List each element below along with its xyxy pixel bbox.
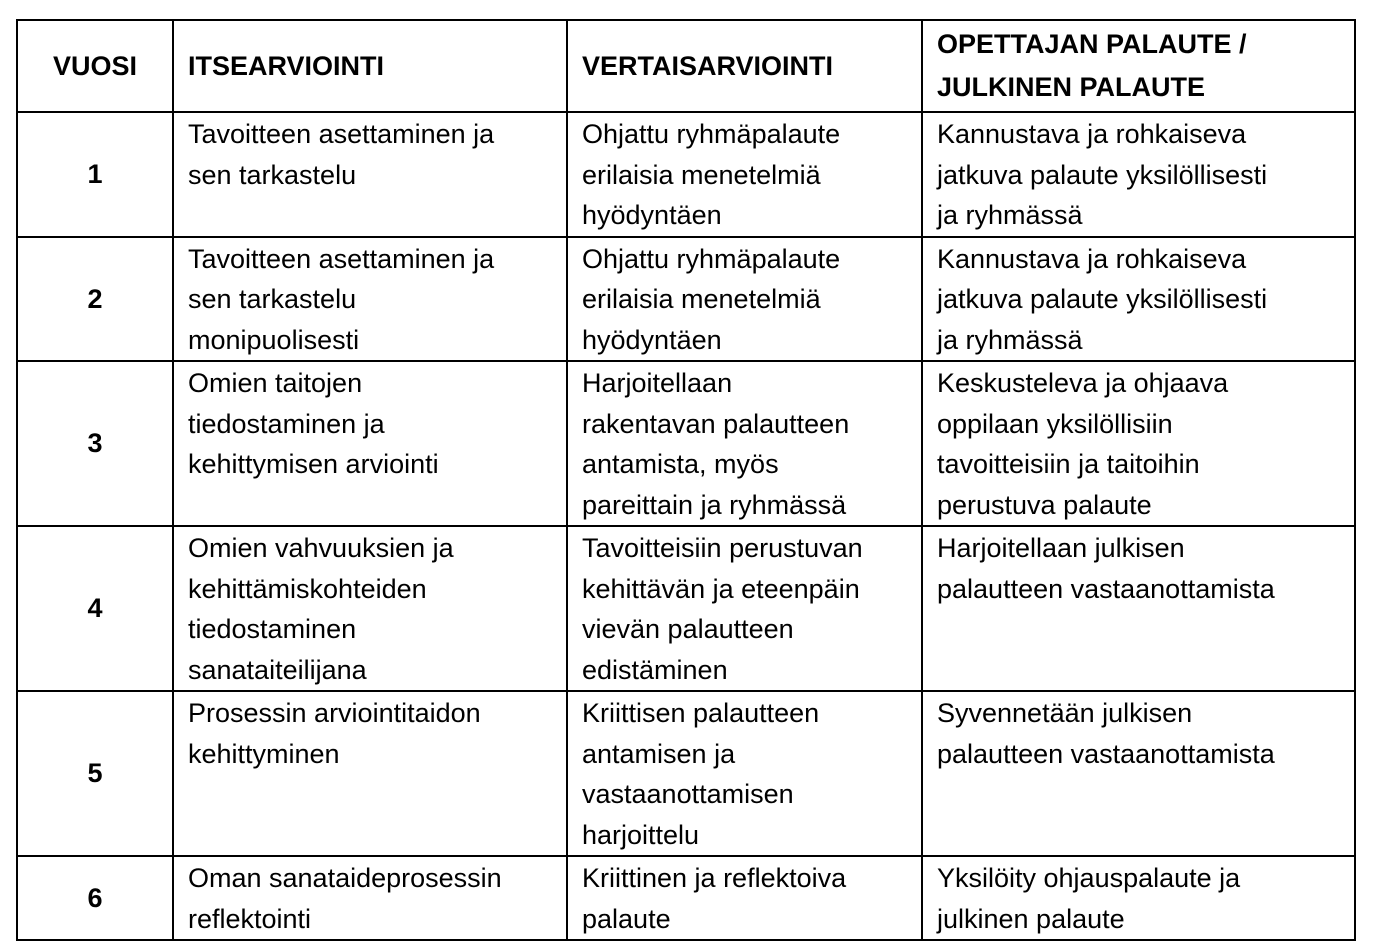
year-cell: 3 [17, 361, 173, 526]
cell-line: monipuolisesti [188, 324, 360, 355]
cell-line: Ohjattu ryhmäpalaute [582, 119, 841, 149]
cell-line: vastaanottamisen [582, 779, 794, 809]
header-line: ITSEARVIOINTI [188, 50, 385, 81]
cell-line: julkinen palaute [937, 903, 1125, 934]
peer-assessment-cell [567, 691, 922, 856]
cell-line: Kannustava ja rohkaiseva [937, 119, 1247, 149]
header-teacher-feedback [922, 20, 1355, 112]
cell-line: ja ryhmässä [937, 324, 1083, 355]
cell-line: jatkuva palaute yksilöllisesti [937, 159, 1268, 190]
cell-line: sen tarkastelu [188, 284, 357, 314]
teacher-feedback-cell [922, 237, 1355, 362]
cell-line: reflektointi [188, 903, 312, 934]
cell-line: palautteen vastaanottamista [937, 738, 1275, 769]
cell-line: Omien taitojen [188, 368, 363, 398]
self-assessment-cell [173, 237, 567, 362]
cell-line: vievän palautteen [582, 614, 794, 644]
self-assessment-cell [173, 526, 567, 691]
header-self-assessment [173, 20, 567, 112]
cell-line: Oman sanataideprosessin [188, 863, 502, 893]
cell-line: kehittävän ja eteenpäin [582, 573, 860, 604]
cell-line: antamista, myös [582, 449, 779, 479]
cell-line: tavoitteisiin ja taitoihin [937, 449, 1200, 479]
cell-line: Keskusteleva ja ohjaava [937, 368, 1229, 398]
teacher-feedback-cell [922, 112, 1355, 237]
cell-line: perustuva palaute [937, 489, 1152, 520]
self-assessment-cell [173, 112, 567, 237]
table-row [17, 361, 1355, 526]
header-row [17, 20, 1355, 112]
cell-line: Harjoitellaan [582, 368, 733, 398]
year-cell: 6 [17, 856, 173, 940]
peer-assessment-cell [567, 856, 922, 940]
table-row [17, 856, 1355, 940]
cell-line: Tavoitteisiin perustuvan [582, 533, 863, 563]
cell-line: hyödyntäen [582, 200, 722, 230]
teacher-feedback-cell [922, 361, 1355, 526]
peer-assessment-cell [567, 361, 922, 526]
header-year [17, 20, 173, 112]
year-cell: 1 [17, 112, 173, 237]
cell-line: kehittyminen [188, 738, 340, 769]
cell-line: erilaisia menetelmiä [582, 159, 821, 190]
cell-line: Kriittisen palautteen [582, 698, 820, 728]
cell-line: sanataiteilijana [188, 654, 367, 685]
peer-assessment-cell [567, 112, 922, 237]
self-assessment-cell [173, 691, 567, 856]
year-cell: 4 [17, 526, 173, 691]
year-cell: 5 [17, 691, 173, 856]
cell-line: kehittämiskohteiden [188, 573, 427, 604]
self-assessment-cell [173, 361, 567, 526]
cell-line: hyödyntäen [582, 324, 722, 355]
table-row [17, 526, 1355, 691]
cell-line: jatkuva palaute yksilöllisesti [937, 284, 1268, 314]
peer-assessment-cell [567, 237, 922, 362]
cell-line: Prosessin arviointitaidon [188, 698, 481, 728]
cell-line: harjoittelu [582, 819, 700, 850]
table-row [17, 112, 1355, 237]
cell-line: Kriittinen ja reflektoiva [582, 863, 847, 893]
header-line: VERTAISARVIOINTI [582, 50, 834, 81]
teacher-feedback-cell [922, 691, 1355, 856]
cell-line: tiedostaminen [188, 614, 357, 644]
self-assessment-cell [173, 856, 567, 940]
assessment-table [16, 19, 1356, 941]
cell-line: erilaisia menetelmiä [582, 284, 821, 314]
cell-line: ja ryhmässä [937, 200, 1083, 230]
cell-line: Omien vahvuuksien ja [188, 533, 454, 563]
cell-line: palaute [582, 903, 671, 934]
cell-line: pareittain ja ryhmässä [582, 489, 847, 520]
header-peer-assessment [567, 20, 922, 112]
cell-line: Harjoitellaan julkisen [937, 533, 1185, 563]
cell-line: rakentavan palautteen [582, 408, 850, 439]
cell-line: tiedostaminen ja [188, 408, 385, 439]
teacher-feedback-cell [922, 526, 1355, 691]
peer-assessment-cell [567, 526, 922, 691]
table-row [17, 237, 1355, 362]
cell-line: sen tarkastelu [188, 159, 357, 190]
cell-line: Ohjattu ryhmäpalaute [582, 243, 841, 274]
teacher-feedback-cell [922, 856, 1355, 940]
year-cell: 2 [17, 237, 173, 362]
cell-line: Tavoitteen asettaminen ja [188, 119, 495, 149]
header-line: OPETTAJAN PALAUTE / [937, 29, 1247, 59]
header-line: VUOSI [52, 50, 138, 81]
cell-line: antamisen ja [582, 738, 736, 769]
cell-line: edistäminen [582, 654, 728, 685]
cell-line: Kannustava ja rohkaiseva [937, 243, 1247, 274]
cell-line: Tavoitteen asettaminen ja [188, 243, 495, 274]
cell-line: Syvennetään julkisen [937, 698, 1193, 728]
cell-line: kehittymisen arviointi [188, 449, 439, 479]
table-row [17, 691, 1355, 856]
cell-line: oppilaan yksilöllisiin [937, 408, 1173, 439]
cell-line: palautteen vastaanottamista [937, 573, 1275, 604]
header-line: JULKINEN PALAUTE [937, 72, 1206, 102]
cell-line: Yksilöity ohjauspalaute ja [937, 863, 1241, 893]
